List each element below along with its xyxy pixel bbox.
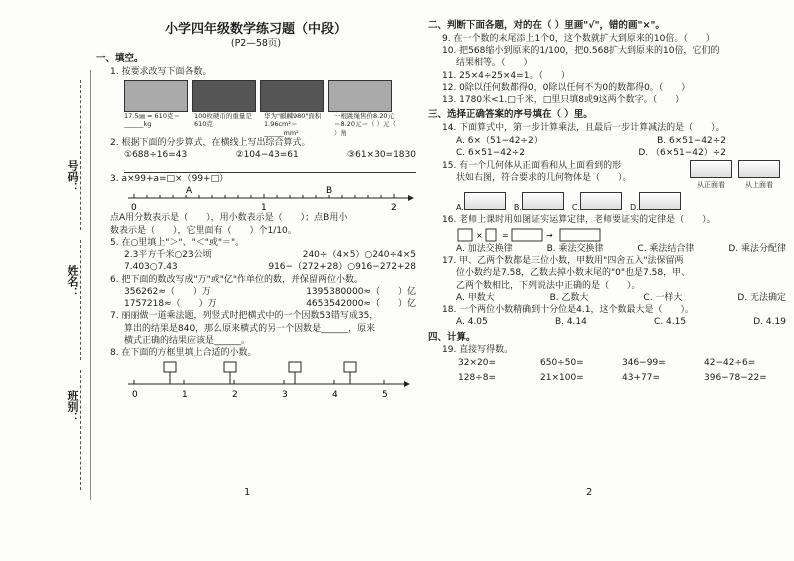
svg-text:=: = — [502, 230, 509, 240]
q8-tick-0: 0 — [132, 390, 138, 401]
question-1-captions — [124, 112, 416, 136]
top-view-label: 从上面看 — [745, 180, 773, 189]
q16-option-c[interactable]: C. 乘法结合律 — [637, 243, 695, 254]
number-line-decimals — [124, 360, 414, 400]
judge-10-cont[interactable]: 结果相等。（ ） — [456, 58, 533, 69]
svg-text:→: → — [546, 230, 553, 240]
q8-tick-1: 1 — [182, 390, 188, 401]
q17-option-b[interactable]: B. 乙数大 — [549, 292, 589, 303]
question-15-views — [690, 160, 780, 190]
tick-1: 1 — [261, 203, 267, 213]
right-page — [428, 10, 786, 384]
q18-option-a[interactable]: A. 4.05 — [456, 317, 488, 328]
question-5: 5. 在○里填上"＞"、"＜"或"＝"。 — [110, 237, 245, 248]
question-17-line-1: 17. 甲、乙两个数都是三位小数，甲数用"四舍五入"法保留两 — [442, 256, 684, 266]
calc-8[interactable]: 396−78−22= — [704, 372, 767, 383]
dot-array-diagram-icon — [456, 227, 616, 243]
question-4-line-2: 数表示是（ ），它里面有（ ）个1/10。 — [110, 225, 297, 236]
solid-a-icon — [464, 192, 506, 210]
step-1: ①688÷16=43 — [124, 149, 188, 160]
judge-11[interactable]: 11. 25×4÷25×4=1。（ ） — [442, 70, 570, 81]
question-8: 8. 在下面的方框里填上合适的小数。 — [110, 348, 257, 359]
number-line-field[interactable] — [80, 80, 81, 230]
q15-option-a[interactable]: A. — [456, 192, 506, 213]
number-line-ab — [124, 186, 414, 212]
question-18-opts — [456, 317, 786, 328]
calc-grid — [458, 358, 786, 385]
question-16-opts — [456, 244, 786, 255]
question-18: 18. 一个两位小数精确到十分位是4.1，这个数最大是（ ）。 — [442, 305, 694, 315]
class-line-field[interactable] — [80, 370, 81, 490]
compare-1[interactable]: 2.3平方千米○23公顷 — [124, 250, 212, 261]
q17-option-a[interactable]: A. 甲数大 — [456, 292, 495, 303]
top-view-icon — [738, 160, 780, 178]
section-judge: 二、判断下面各题，对的在（ ）里画"√"，错的画"×"。 — [428, 20, 665, 31]
solid-c-icon — [580, 192, 622, 210]
question-14: 14. 下面算式中，第一步计算乘法，且最后一步计算减法的是（ ）。 — [442, 123, 725, 134]
label-class: 班别： — [66, 390, 79, 423]
question-8-number-line — [124, 360, 416, 400]
question-16: 16. 老师上课时用如图证实运算定律，老师要证实的定律是（ ）。 — [442, 214, 716, 225]
question-6-row-2 — [124, 299, 416, 310]
point-b: B — [326, 186, 333, 197]
q8-tick-2: 2 — [232, 390, 238, 401]
convert-3[interactable]: 1757218≈（ ）万 — [124, 299, 217, 310]
answer-box-1[interactable] — [164, 362, 176, 372]
question-2-answer-line[interactable] — [124, 162, 416, 173]
question-3[interactable]: 3. a×99+a=□×（99+□） — [110, 174, 229, 185]
answer-box-3[interactable] — [289, 362, 301, 372]
q16-option-b[interactable]: B. 乘法交换律 — [546, 243, 604, 254]
q14-option-b[interactable]: B. 6×51−42÷2 — [657, 135, 726, 146]
question-15-options — [456, 192, 786, 213]
convert-1[interactable]: 356262≈（ ）万 — [124, 286, 211, 297]
question-2: 2. 根据下面的分步算式，在横线上写出综合算式。 — [110, 137, 311, 148]
calc-6[interactable]: 21×100= — [540, 372, 584, 383]
page-title: 小学四年级数学练习题（中段） — [164, 22, 347, 37]
calc-2[interactable]: 650÷50= — [540, 357, 584, 368]
calc-7[interactable]: 43+77= — [622, 372, 660, 383]
q8-tick-3: 3 — [282, 390, 288, 401]
section-fill-blank: 一、填空。 — [96, 53, 144, 65]
caption-1: 17.5㎜ = 610克＝______kg — [124, 112, 180, 129]
q8-tick-4: 4 — [332, 390, 338, 401]
caption-4: 一根跳绳售价8.20元＝8.20元＝（ ）元（ ）角 — [334, 112, 397, 137]
page-number-2: 2 — [586, 487, 593, 498]
question-5-row-1 — [124, 250, 416, 261]
question-2-steps — [124, 150, 416, 161]
question-7-line-2[interactable]: 算出的结果是840，那么原来横式的另一个因数是______，原来 — [124, 323, 376, 334]
compare-4[interactable]: 916−（272+28）○916−272+28 — [268, 262, 416, 273]
question-5-row-2 — [124, 262, 416, 273]
calc-1[interactable]: 32×20= — [458, 357, 496, 368]
judge-10: 10. 把568缩小到原来的1/100，把0.568扩大到原来的10倍，它们的 — [442, 46, 720, 57]
solid-b-icon — [522, 192, 564, 210]
q18-option-b[interactable]: B. 4.14 — [554, 317, 587, 328]
question-19: 19. 直接写得数。 — [442, 345, 514, 356]
question-17-opts — [456, 293, 786, 304]
question-15-line-2: 状如右图，符合要求的几何物体是（ ）。 — [456, 173, 632, 184]
q18-option-d[interactable]: D. 4.19 — [753, 317, 786, 328]
judge-9[interactable]: 9. 在一个数的末尾添上1个0，这个数就扩大到原来的10倍。（ ） — [442, 33, 715, 44]
q14-option-c[interactable]: C. 6×51−42÷2 — [456, 147, 525, 158]
front-view-icon — [690, 160, 732, 178]
question-16-diagram — [456, 227, 786, 243]
section-calculation: 四、计算。 — [428, 331, 476, 343]
front-view-label: 从正面看 — [697, 180, 725, 189]
tick-2: 2 — [391, 203, 397, 213]
caption-3: 华为"麒麟980"面积1.96cm²＝______mm² — [264, 112, 322, 137]
question-17-line-3: 乙两个数相比，下列说法中正确的是（ ）。 — [456, 280, 641, 291]
question-1-images — [124, 80, 416, 112]
q17-option-d[interactable]: D. 无法确定 — [737, 292, 786, 303]
label-name: 姓名： — [66, 265, 79, 298]
svg-text:×: × — [476, 230, 483, 240]
margin-divider — [90, 70, 91, 500]
compare-3[interactable]: 7.403○7.43 — [124, 262, 178, 273]
q16-option-a[interactable]: A. 加法交换律 — [456, 243, 513, 254]
label-number: 号码： — [66, 160, 79, 193]
q14-option-d[interactable]: D. （6×51−42）÷2 — [638, 147, 726, 158]
convert-2[interactable]: 1395380000≈（ ）亿 — [306, 286, 416, 297]
q18-option-c[interactable]: C. 4.15 — [654, 317, 687, 328]
point-a: A — [186, 186, 193, 197]
question-6-row-1 — [124, 287, 416, 298]
student-info-margin — [8, 60, 88, 500]
name-line-field[interactable] — [80, 240, 81, 360]
compare-2[interactable]: 240÷（4×5）○240÷4×5 — [302, 250, 416, 261]
q17-option-c[interactable]: C. 一样大 — [643, 292, 683, 303]
section-choice: 三、选择正确答案的序号填在（ ）里。 — [428, 109, 593, 121]
question-15 — [428, 160, 786, 190]
q16-option-d[interactable]: D. 乘法分配律 — [728, 243, 786, 254]
judge-12[interactable]: 12. 0除以任何数都得0，0除以任何不为0的数都得0。（ ） — [442, 82, 691, 93]
convert-4[interactable]: 4653542000≈（ ）亿 — [306, 299, 416, 310]
calc-5[interactable]: 128÷8= — [458, 372, 496, 383]
ruler-image — [124, 80, 188, 112]
q14-option-a[interactable]: A. 6×（51−42÷2） — [456, 135, 543, 146]
question-6: 6. 把下面的数改写成"万"或"亿"作单位的数，并保留两位小数。 — [110, 274, 364, 285]
question-14-opts-2 — [456, 148, 786, 159]
question-1: 1. 按要求改写下面各数。 — [110, 67, 212, 77]
q15-option-c[interactable]: C. — [572, 192, 622, 213]
calc-3[interactable]: 346−99= — [622, 357, 666, 368]
step-3: ③61×30=1830 — [347, 149, 416, 160]
left-page — [96, 10, 416, 400]
question-4-line-1: 点A用分数表示是（ ），用小数表示是（ ）；点B用小 — [110, 213, 348, 224]
calc-4[interactable]: 42−42÷6= — [704, 357, 756, 368]
question-4-number-line — [124, 186, 416, 212]
answer-box-2[interactable] — [224, 362, 236, 372]
question-15-line-1: 15. 有一个几何体从正面看和从上面看到的形 — [442, 161, 622, 171]
q15-option-b[interactable]: B. — [514, 192, 564, 213]
q8-tick-5: 5 — [382, 390, 388, 401]
solid-d-icon — [639, 192, 681, 210]
question-7-line-1: 7. 丽丽做一道乘法题，列竖式时把横式中的一个因数53错写成35， — [110, 311, 379, 322]
answer-box-4[interactable] — [344, 362, 356, 372]
step-2: ②104−43=61 — [235, 149, 299, 160]
page-subtitle: (P2—58页) — [230, 38, 282, 50]
caption-2: 100枚硬币的重量是610克 — [194, 112, 252, 129]
tick-0: 0 — [131, 203, 137, 213]
jump-rope-image — [328, 80, 392, 112]
judge-13[interactable]: 13. 1780米<1.□千米，□里只填8或9这两个数字。（ ） — [442, 95, 685, 106]
chip-image — [260, 80, 324, 112]
question-14-opts-1 — [456, 136, 786, 147]
question-7-line-3[interactable]: 横式正确的结果应该是______。 — [124, 335, 251, 346]
page-number-1: 1 — [244, 487, 251, 498]
q15-option-d[interactable]: D. — [630, 192, 681, 213]
coins-image — [192, 80, 256, 112]
question-17-line-2: 位小数约是7.58，乙数去掉小数末尾的"0"也是7.58，甲、 — [456, 268, 691, 279]
